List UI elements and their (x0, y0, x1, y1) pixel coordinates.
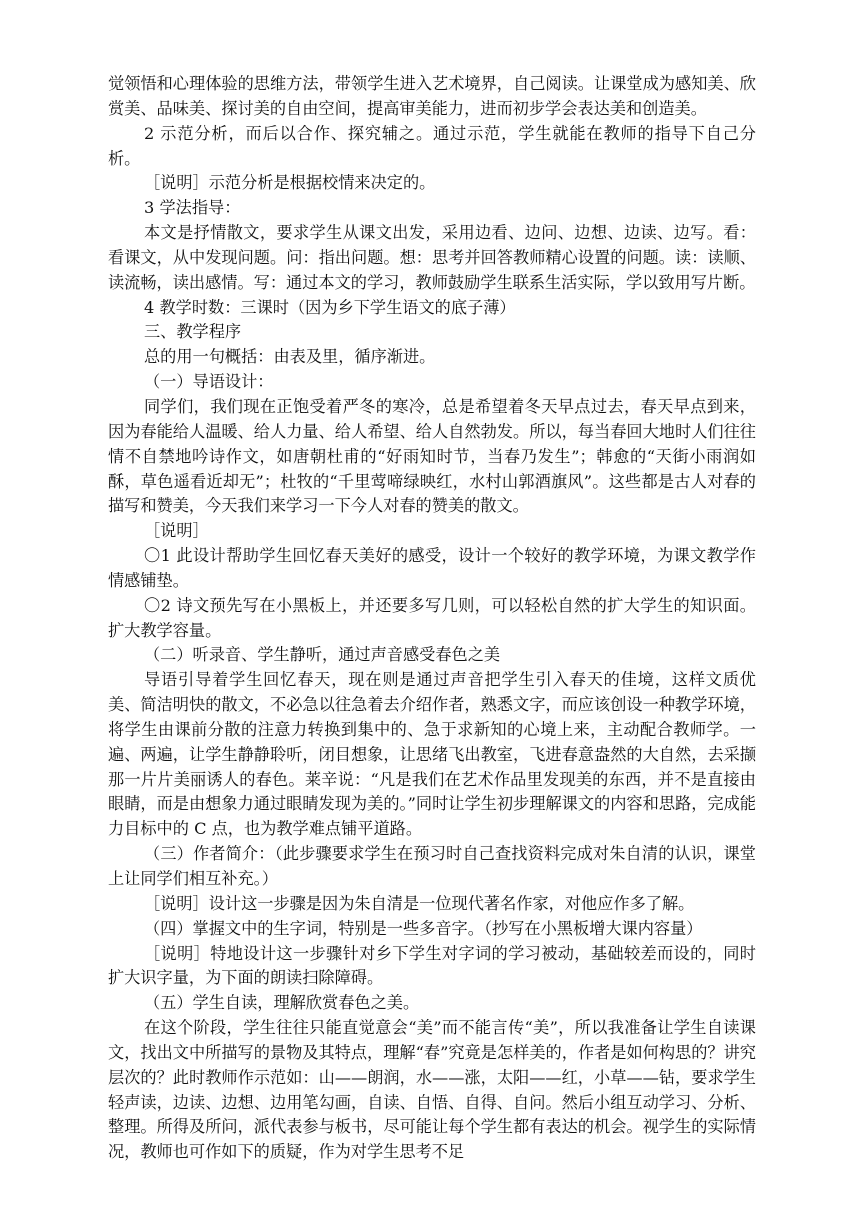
paragraph-demo-analysis: 2 示范分析，而后以合作、探究辅之。通过示范，学生就能在教师的指导下自己分析。 (108, 123, 756, 168)
heading-study-method: 3 学法指导： (144, 198, 241, 218)
note-author-intro: ［说明］设计这一步骤是因为朱自清是一位现代著名作家，对他应作多了解。 (144, 893, 695, 913)
heading-teaching-procedure: 三、教学程序 (144, 322, 242, 342)
paragraph-listen-recording: 导语引导着学生回忆春天，现在则是通过声音把学生引入春天的佳境，这样文质优美、简洁明快的散文，不必急以往急着去介绍作者，熟悉文字，而应该创设一种教学环境，将学生由课前分散的注意力转换到集中的、急于求新知的心境上来，主动配合教师学。一遍、两遍，让学生静静聆听，闭目想象，让思绪飞出教室，飞进春意盎然的大自然，去采撷那一片片美丽诱人的春色。莱辛说：“凡是我们在艺术作品里发现美的东西，并不是直接由眼睛，而是由想象力通过眼睛发现为美的。”同时让学生初步理解课文的内容和思路，完成能力目标中的 C 点，也为教学难点铺平道路。 (108, 670, 756, 839)
note-label: ［说明］ (144, 521, 209, 541)
heading-self-reading: （五）学生自读，理解欣赏春色之美。 (144, 993, 420, 1013)
note-item-1: 〇1 此设计帮助学生回忆春天美好的感受，设计一个较好的教学环境，为课文教学作情感铺垫。 (108, 546, 756, 590)
paragraph-summary: 总的用一句概括：由表及里，循序渐进。 (144, 347, 436, 367)
paragraph-continued-text: 觉领悟和心理体验的思维方法，带领学生进入艺术境界，自己阅读。让课堂成为感知美、欣赏美、品味美、探讨美的自由空间，提高审美能力，进而初步学会表达美和创造美。 (108, 74, 756, 118)
heading-intro-design: （一）导语设计： (144, 372, 274, 392)
paragraph-author-intro: （三）作者简介：（此步骤要求学生在预习时自己查找资料完成对朱自清的认识，课堂上让同学们相互补充。） (108, 844, 756, 888)
heading-listen-recording: （二）听录音、学生静听，通过声音感受春色之美 (144, 645, 501, 665)
paragraph-study-method: 本文是抒情散文，要求学生从课文出发，采用边看、边问、边想、边读、边写。看：看课文，从中发现问题。问：指出问题。想：思考并回答教师精心设置的问题。读：读顺、读流畅，读出感情。写：通过本文的学习，教师鼓励学生联系生活实际，学以致用写片断。 (108, 223, 756, 292)
paragraph-self-reading: 在这个阶段，学生往往只能直觉意会“美”而不能言传“美”，所以我准备让学生自读课文，找出文中所描写的景物及其特点，理解“春”究竟是怎样美的，作者是如何构思的？讲究层次的？此时教师作示范如：山——朗润，水——涨，太阳——红，小草——钻，要求学生轻声读，边读、边想、边用笔勾画，自读、自悟、自得、自问。然后小组互动学习、分析、整理。所得及所问，派代表参与板书，尽可能让每个学生都有表达的机会。视学生的实际情况，教师也可作如下的质疑，作为对学生思考不足 (108, 1018, 756, 1162)
note-new-words: ［说明］特地设计这一步骤针对乡下学生对字词的学习被动，基础较差而设的，同时扩大识字量，为下面的朗读扫除障碍。 (108, 943, 756, 988)
note-demo-analysis: ［说明］示范分析是根据校情来决定的。 (144, 173, 436, 193)
paragraph-intro-design: 同学们，我们现在正饱受着严冬的寒冷，总是希望着冬天早点过去，春天早点到来，因为春能给人温暖、给人力量、给人希望、给人自然勃发。所以，每当春回大地时人们往往情不自禁地吟诗作文，如唐朝杜甫的“好雨知时节，当春乃发生”；韩愈的“天街小雨润如酥，草色遥看近却无”；杜牧的“千里莺啼绿映红，水村山郭酒旗风”。这些都是古人对春的描写和赞美，今天我们来学习一下今人对春的赞美的散文。 (108, 396, 756, 516)
note-item-2: 〇2 诗文预先写在小黑板上，并还要多写几则，可以轻松自然的扩大学生的知识面。扩大教学容量。 (108, 595, 756, 640)
heading-class-hours: 4 教学时数：三课时（因为乡下学生语文的底子薄） (144, 297, 516, 317)
document-page (108, 72, 756, 1165)
heading-new-words: （四）掌握文中的生字词，特别是一些多音字。（抄写在小黑板增大课内容量） (144, 918, 703, 938)
